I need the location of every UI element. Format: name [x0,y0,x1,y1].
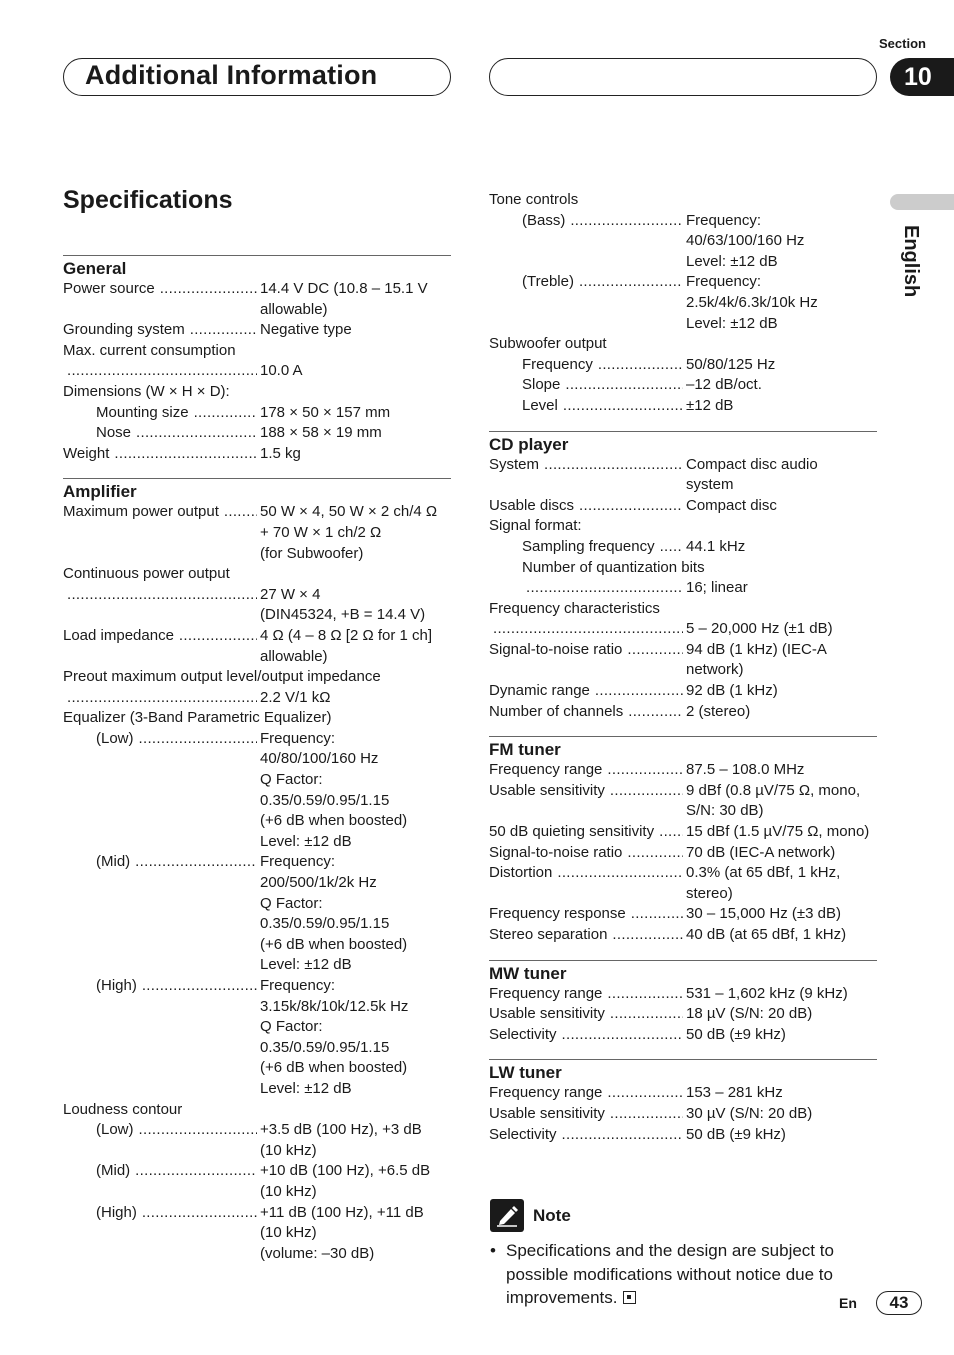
spec-value: ±12 dB [686,396,734,414]
spec-label [489,578,686,599]
spec-label-text: Load impedance [63,626,174,644]
spec-heading-line: Number of quantization bits [522,558,705,576]
section-title-box [63,58,451,96]
spec-label [63,1120,260,1161]
spec-heading-line: Equalizer (3-Band Parametric Equalizer) [63,709,332,727]
spec-value: Compact disc [686,496,777,514]
spec-label [63,279,260,320]
spec-value: +11 dB (100 Hz), +11 dB (10 kHz) (volume: –30 dB) [260,1203,424,1262]
dot-leader [607,1083,683,1104]
spec-value: 30 – 15,000 Hz (±3 dB) [686,905,841,923]
spec-label [63,585,260,626]
section-title: Additional Information [85,60,378,90]
dot-leader [562,1125,683,1146]
dot-leader [610,781,683,822]
note-item [490,1239,862,1310]
spec-value: 92 dB (1 kHz) [686,682,778,700]
dot-leader [142,976,257,1100]
spec-label [63,502,260,564]
spec-block [489,190,877,417]
spec-label-text: Usable sensitivity [489,1005,605,1023]
spec-value: 2 (stereo) [686,702,751,720]
spec-row [489,781,877,822]
spec-label [489,904,686,925]
spec-value: 18 µV (S/N: 20 dB) [686,1005,813,1023]
dot-leader [67,361,257,382]
spec-row [63,688,451,709]
spec-value: +10 dB (100 Hz), +6.5 dB (10 kHz) [260,1162,431,1200]
spec-label [63,1161,260,1202]
spec-label [489,760,686,781]
specs-right-column [489,190,877,1145]
spec-label [63,729,260,853]
spec-label [489,863,686,904]
spec-label-text: Signal-to-noise ratio [489,640,623,658]
page-title: Specifications [63,186,233,214]
spec-label [63,320,260,341]
spec-block-title: Amplifier [63,482,137,502]
dot-leader [544,455,683,496]
spec-label [489,822,686,843]
spec-label-text: Level [522,396,558,414]
spec-value: Compact disc audio system [686,455,818,494]
spec-row [489,1104,877,1125]
spec-value: 70 dB (IEC-A network) [686,843,836,861]
spec-label [489,375,686,396]
spec-row [63,729,451,853]
spec-row [489,1004,877,1025]
spec-row [489,272,877,334]
spec-label-text: System [489,455,540,473]
dot-leader [563,396,683,417]
spec-block-title: General [63,259,127,278]
spec-value: 94 dB (1 kHz) (IEC-A network) [686,640,827,679]
dot-leader [562,1025,683,1046]
dot-leader [627,843,683,864]
spec-heading-line: Tone controls [489,191,579,208]
spec-heading-line: Continuous power output [63,565,230,583]
dot-leader [160,279,257,320]
spec-row [489,863,877,904]
spec-label [63,403,260,424]
spec-heading-line: Signal format: [489,517,582,535]
spec-row [63,1161,451,1202]
spec-value: 178 × 50 × 157 mm [260,403,391,421]
spec-label-text: Stereo separation [489,926,608,943]
spec-row [63,444,451,465]
dot-leader [610,1004,683,1025]
spec-label-text: (High) [96,977,137,994]
spec-label [489,781,686,822]
spec-row [489,822,877,843]
spec-label-text: Frequency [522,355,593,373]
spec-label [63,1203,260,1265]
spec-value: Frequency: 200/500/1k/2k Hz Q Factor: 0.35/0.59/0.95/1.15 (+6 dB when boosted) Level: ±12 dB [260,853,408,974]
spec-label [489,984,686,1005]
spec-label [489,496,686,517]
language-tab-marker [890,194,954,210]
spec-label-text: (High) [96,1203,137,1221]
specs-left-column [63,255,451,1264]
spec-row [63,423,451,444]
dot-leader [565,375,683,396]
spec-value: Frequency: 40/80/100/160 Hz Q Factor: 0.35/0.59/0.95/1.15 (+6 dB when boosted) Level: ±12 dB [260,729,408,850]
spec-label [63,688,260,709]
spec-label [489,1104,686,1125]
spec-value: 9 dBf (0.8 µV/75 Ω, mono, S/N: 30 dB) [686,781,861,820]
spec-label-text: Power source [63,280,155,297]
spec-row [489,843,877,864]
dot-leader [139,729,257,853]
dot-leader [67,688,257,709]
spec-row [489,1125,877,1146]
spec-label-text: (Low) [96,729,134,747]
spec-label-text: Usable discs [489,496,575,514]
spec-label-text: Maximum power output [63,503,219,521]
spec-row [489,925,877,946]
language-label: English [900,225,922,298]
spec-label-text: Frequency range [489,1084,603,1102]
spec-row [63,502,451,564]
spec-block [489,960,877,1046]
dot-leader [579,496,683,517]
dot-leader [557,863,683,904]
spec-label-text: (Mid) [96,853,131,871]
dot-leader [135,1161,257,1202]
spec-label-text: Nose [96,424,132,442]
dot-leader [493,619,683,640]
spec-block [63,255,451,464]
spec-label [489,396,686,417]
dot-leader [194,403,257,424]
spec-value: 27 W × 4 (DIN45324, +B = 14.4 V) [260,585,426,624]
dot-leader [612,925,683,946]
dot-leader [67,585,257,626]
spec-heading-line: Preout maximum output level/output impedance [63,668,381,686]
bullet: • [490,1241,496,1260]
spec-value: Frequency: 2.5k/4k/6.3k/10k Hz Level: ±12 dB [686,273,818,332]
spec-label [489,211,686,273]
spec-row [489,760,877,781]
dot-leader [135,852,257,976]
dot-leader [607,984,683,1005]
header-blank-box [489,58,877,96]
note-header [490,1199,571,1232]
note-text: Specifications and the design are subject to possible modifications without notice due to improvements. [506,1241,834,1307]
spec-value: 44.1 kHz [686,537,746,555]
spec-label-text: Sampling frequency [522,537,655,555]
spec-label [63,361,260,382]
spec-label [63,976,260,1100]
spec-row [489,1025,877,1046]
language-code: En [839,1295,857,1311]
spec-row [63,320,451,341]
note-label: Note [533,1205,571,1225]
spec-row [63,279,451,320]
spec-row [63,1203,451,1265]
spec-label-text: Dynamic range [489,682,590,700]
spec-block [63,478,451,1264]
spec-block [489,736,877,945]
spec-label [489,1004,686,1025]
spec-row [63,585,451,626]
dot-leader [659,822,683,843]
spec-label-text: 50 dB quieting sensitivity [489,823,655,841]
spec-label-text: Frequency response [489,905,626,923]
spec-label-text: (Mid) [96,1162,131,1180]
spec-value: 50 dB (±9 kHz) [686,1025,786,1043]
spec-value: Frequency: 40/63/100/160 Hz Level: ±12 dB [686,211,805,270]
dot-leader [179,626,257,667]
spec-row [489,984,877,1005]
spec-row [63,852,451,976]
spec-label-text: Usable sensitivity [489,781,605,799]
dot-leader [595,681,683,702]
spec-label [63,852,260,976]
spec-label [63,626,260,667]
dot-leader [627,640,683,681]
spec-row [489,1083,877,1104]
spec-label-text: Weight [63,444,110,462]
spec-row [489,619,877,640]
dot-leader [570,211,683,273]
spec-label-text: Selectivity [489,1025,557,1043]
spec-row [489,681,877,702]
spec-label-text: Grounding system [63,321,185,339]
dot-leader [628,702,683,723]
spec-value: 16; linear [686,579,748,597]
end-of-section-icon [623,1291,636,1304]
dot-leader [610,1104,683,1125]
spec-value: 50 W × 4, 50 W × 2 ch/4 Ω + 70 W × 1 ch/2 Ω (for Subwoofer) [260,503,438,562]
spec-block-title: LW tuner [489,1063,562,1083]
spec-block-title: MW tuner [489,963,567,983]
spec-value: 87.5 – 108.0 MHz [686,761,805,779]
section-number-tab: 10 [890,58,954,96]
page-number: 43 [876,1291,922,1315]
spec-row [489,355,877,376]
spec-label-text: Number of channels [489,702,624,720]
spec-label-text: Slope [522,376,561,394]
pencil-note-icon [490,1199,524,1232]
spec-label [489,1083,686,1104]
spec-label [489,537,686,558]
spec-value: Frequency: 3.15k/8k/10k/12.5k Hz Q Factor: 0.35/0.59/0.95/1.15 (+6 dB when boosted) Level: ±12 dB [260,977,409,1097]
spec-label-text: Usable sensitivity [489,1104,605,1122]
spec-label [489,925,686,946]
spec-label [63,444,260,465]
spec-row [489,537,877,558]
spec-row [489,396,877,417]
dot-leader [142,1203,257,1265]
spec-heading-line: Dimensions (W × H × D): [63,382,230,400]
dot-leader [114,444,257,465]
spec-row [489,211,877,273]
spec-label [489,1125,686,1146]
spec-value: Negative type [260,321,352,339]
spec-value: 5 – 20,000 Hz (±1 dB) [686,620,833,638]
spec-value: 14.4 V DC (10.8 – 15.1 V allowable) [260,280,428,318]
spec-row [489,375,877,396]
spec-value: 1.5 kg [260,444,301,462]
spec-row [489,904,877,925]
spec-heading-line: Loudness contour [63,1100,183,1118]
spec-value: 40 dB (at 65 dBf, 1 kHz) [686,926,847,943]
spec-value: 50 dB (±9 kHz) [686,1125,786,1143]
spec-block [489,431,877,723]
spec-block-title: CD player [489,434,569,454]
spec-value: 0.3% (at 65 dBf, 1 kHz, stereo) [686,864,841,902]
dot-leader [598,355,683,376]
spec-label-text: (Treble) [522,273,574,291]
spec-label [489,619,686,640]
spec-row [63,976,451,1100]
spec-row [489,496,877,517]
spec-row [489,578,877,599]
spec-value: 531 – 1,602 kHz (9 kHz) [686,984,848,1002]
spec-label-text: Mounting size [96,403,189,421]
spec-label [489,272,686,334]
spec-heading-line: Frequency characteristics [489,599,660,617]
dot-leader [607,760,683,781]
dot-leader [526,578,683,599]
spec-block-title: FM tuner [489,740,561,760]
spec-label-text: Frequency range [489,984,603,1002]
spec-value: +3.5 dB (100 Hz), +3 dB (10 kHz) [260,1121,422,1159]
spec-row [489,640,877,681]
spec-label-text: Signal-to-noise ratio [489,843,623,861]
spec-label [489,702,686,723]
spec-value: 10.0 A [260,362,303,380]
spec-label [489,681,686,702]
spec-value: 30 µV (S/N: 20 dB) [686,1104,813,1122]
dot-leader [190,320,257,341]
spec-value: 50/80/125 Hz [686,355,776,373]
spec-label [489,455,686,496]
spec-label [63,423,260,444]
spec-value: 188 × 58 × 19 mm [260,424,382,442]
spec-block [489,1059,877,1145]
spec-value: 2.2 V/1 kΩ [260,688,331,706]
spec-heading-line: Subwoofer output [489,335,607,353]
spec-value: 15 dBf (1.5 µV/75 Ω, mono) [686,823,870,841]
spec-row [63,361,451,382]
section-label: Section [879,36,926,51]
spec-label-text: (Low) [96,1121,134,1139]
dot-leader [224,502,257,564]
spec-label-text: (Bass) [522,211,566,229]
spec-label [489,843,686,864]
spec-label-text: Distortion [489,864,553,882]
spec-row [489,702,877,723]
spec-value: –12 dB/oct. [686,376,762,394]
spec-heading-line: Max. current consumption [63,341,236,359]
dot-leader [579,272,683,334]
spec-label [489,1025,686,1046]
spec-label [489,355,686,376]
dot-leader [631,904,683,925]
spec-row [63,626,451,667]
spec-value: 153 – 281 kHz [686,1084,783,1102]
spec-row [63,403,451,424]
spec-label-text: Selectivity [489,1125,557,1143]
dot-leader [139,1120,257,1161]
spec-value: 4 Ω (4 – 8 Ω [2 Ω for 1 ch] allowable) [260,626,433,665]
spec-label-text: Frequency range [489,761,603,779]
dot-leader [136,423,257,444]
spec-row [489,455,877,496]
spec-label [489,640,686,681]
spec-row [63,1120,451,1161]
dot-leader [660,537,683,558]
